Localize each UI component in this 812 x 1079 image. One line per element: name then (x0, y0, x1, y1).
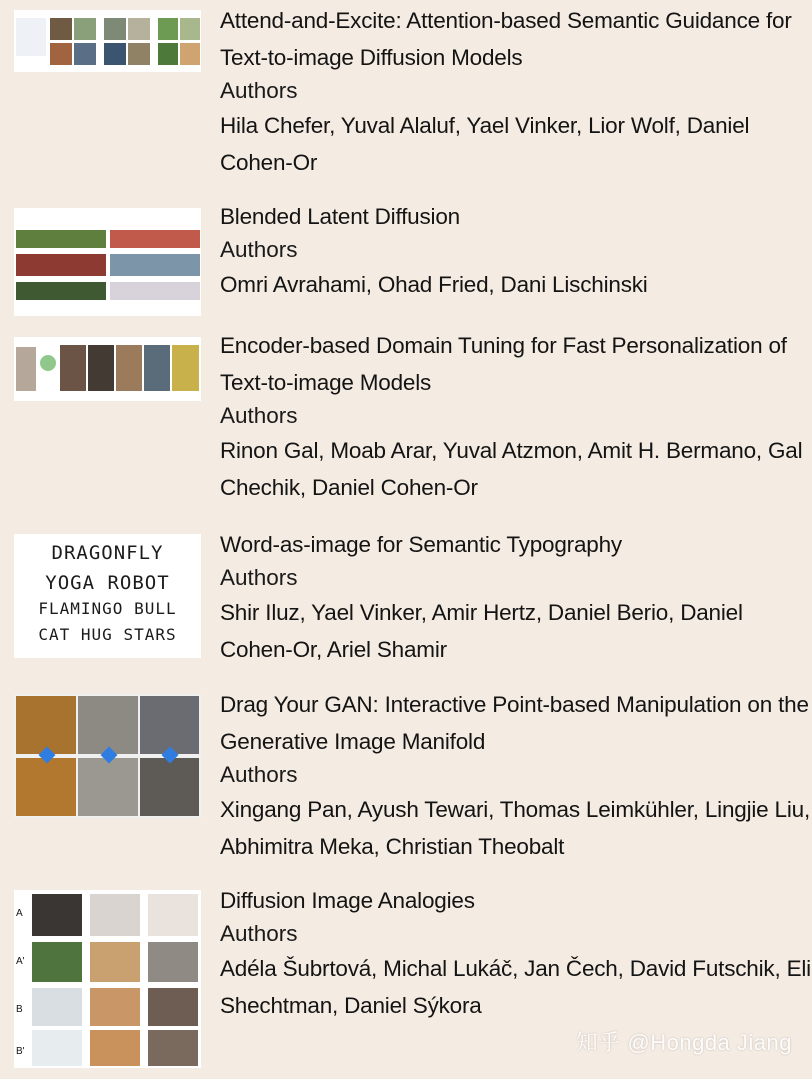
paper-info (220, 206, 812, 303)
image-edit-grid-thumbnail[interactable] (14, 208, 201, 316)
row-label: A' (16, 956, 25, 967)
paper-authors: Hila Chefer, Yuval Alaluf, Yael Vinker, Lior Wolf, Daniel Cohen-Or (220, 113, 750, 175)
paper-title[interactable]: Encoder-based Domain Tuning for Fast Personalization of Text-to-image Models (220, 333, 787, 395)
drag-gan-thumbnail[interactable] (14, 694, 201, 818)
authors-label: Authors (220, 403, 298, 428)
watermark: 知乎 @Hongda Jiang (575, 1030, 792, 1055)
thumbnail-word: FLAMINGO BULL (38, 599, 177, 618)
authors-label: Authors (220, 78, 298, 103)
thumbnail-word: YOGA ROBOT (45, 572, 170, 594)
paper-info (220, 694, 812, 865)
row-label: B' (16, 1046, 25, 1057)
paper-authors: Xingang Pan, Ayush Tewari, Thomas Leimkühler, Lingjie Liu, Abhimitra Meka, Christian Theobalt (220, 797, 811, 859)
authors-label: Authors (220, 762, 298, 787)
paper-title[interactable]: Attend-and-Excite: Attention-based Semantic Guidance for Text-to-image Diffusion Models (220, 8, 792, 70)
paper-authors: Rinon Gal, Moab Arar, Yuval Atzmon, Amit H. Bermano, Gal Chechik, Daniel Cohen-Or (220, 438, 803, 500)
row-label: A (16, 908, 23, 919)
attention-grid-thumbnail[interactable] (14, 10, 201, 72)
portrait-grid-thumbnail[interactable] (14, 337, 201, 401)
analogy-grid-thumbnail[interactable] (14, 890, 201, 1068)
paper-title[interactable]: Word-as-image for Semantic Typography (220, 532, 622, 557)
authors-label: Authors (220, 921, 298, 946)
paper-info (220, 10, 812, 181)
thumbnail-word: DRAGONFLY (51, 542, 164, 564)
thumbnail-word: CAT HUG STARS (38, 625, 177, 644)
paper-info (220, 534, 812, 668)
paper-title[interactable]: Drag Your GAN: Interactive Point-based Manipulation on the Generative Image Manifold (220, 692, 809, 754)
paper-info (220, 335, 812, 506)
paper-info (220, 890, 812, 1024)
paper-authors: Omri Avrahami, Ohad Fried, Dani Lischinski (220, 272, 648, 297)
authors-label: Authors (220, 237, 298, 262)
paper-authors: Shir Iluz, Yael Vinker, Amir Hertz, Daniel Berio, Daniel Cohen-Or, Ariel Shamir (220, 600, 743, 662)
authors-label: Authors (220, 565, 298, 590)
row-label: B (16, 1004, 23, 1015)
paper-title[interactable]: Blended Latent Diffusion (220, 204, 460, 229)
paper-title[interactable]: Diffusion Image Analogies (220, 888, 475, 913)
paper-authors: Adéla Šubrtová, Michal Lukáč, Jan Čech, David Futschik, Eli Shechtman, Daniel Sýkora (220, 956, 811, 1018)
typography-thumbnail[interactable] (14, 534, 201, 658)
